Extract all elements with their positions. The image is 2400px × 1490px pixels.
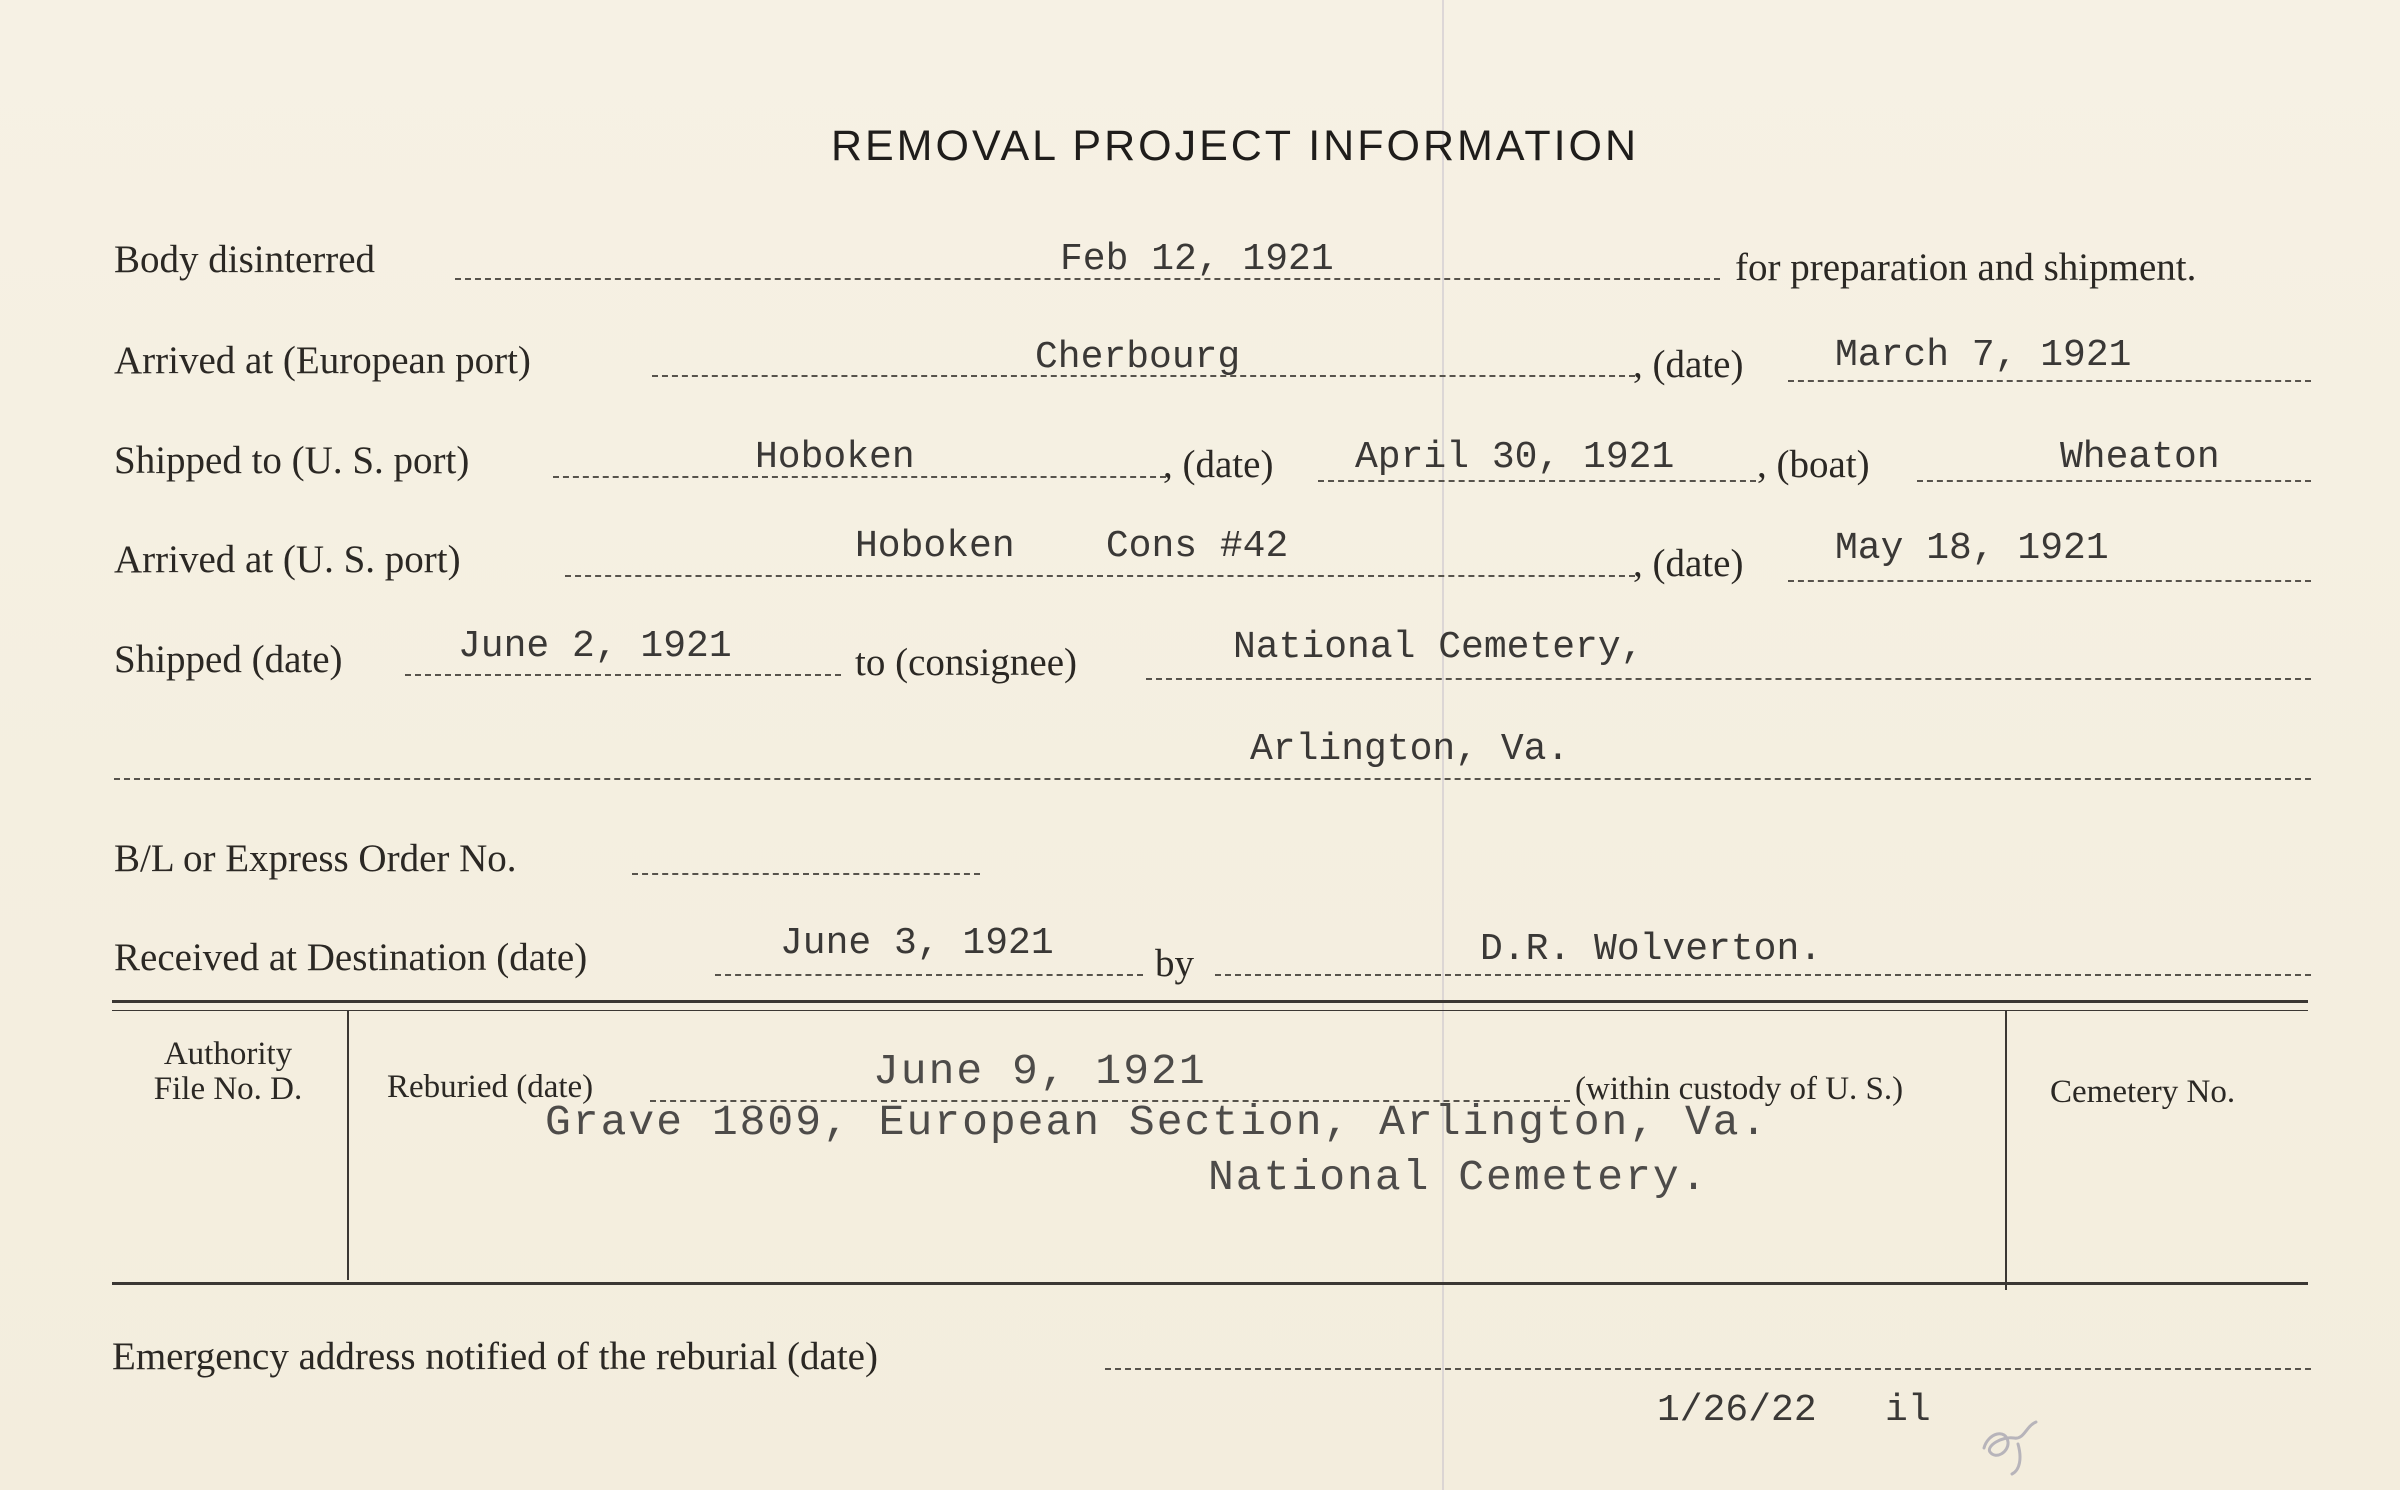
shipped-us-boat-line [1917,480,2311,482]
emergency-label: Emergency address notified of the reburial (date) [112,1335,878,1378]
custody-label: (within custody of U. S.) [1575,1071,1904,1107]
consignee-label: to (consignee) [855,641,1078,684]
arrived-european-date-label: , (date) [1633,343,1744,386]
received-value: June 3, 1921 [780,922,1054,965]
footer-note: 1/26/22 il [1657,1389,1931,1432]
shipped-us-value: Hoboken [755,436,915,479]
arrived-european-date-value: March 7, 1921 [1835,334,2132,377]
arrived-european-value: Cherbourg [1035,336,1241,379]
shipped-us-label: Shipped to (U. S. port) [114,439,470,482]
box-divider-left [347,1010,349,1280]
received-by-value: D.R. Wolverton. [1480,928,1823,971]
arrived-us-value: Hoboken Cons #42 [855,525,1289,568]
shipped-us-date-value: April 30, 1921 [1355,436,1675,479]
bl-label: B/L or Express Order No. [114,837,517,880]
consignee-line-2 [114,778,2311,780]
card-title: REMOVAL PROJECT INFORMATION [830,122,1640,170]
bl-line [632,873,980,875]
shipped-us-boat-value: Wheaton [2060,436,2220,479]
reburied-label: Reburied (date) [387,1069,594,1105]
disinterred-value: Feb 12, 1921 [1060,238,1334,281]
box-top-rule-thin [112,1010,2308,1011]
arrived-us-date-line [1788,580,2311,582]
received-line [715,974,1143,976]
arrived-us-label: Arrived at (U. S. port) [114,538,461,581]
arrived-us-date-value: May 18, 1921 [1835,527,2109,570]
received-by-line [1215,974,2311,976]
shipped-us-date-line [1318,480,1756,482]
consignee-value-2: Arlington, Va. [1250,728,1570,771]
emergency-line [1105,1368,2311,1370]
shipped-us-date-label: , (date) [1163,443,1274,486]
consignee-line [1146,678,2311,680]
disinterred-label: Body disinterred [114,238,376,281]
box-divider-right [2005,1010,2007,1290]
grave-line-2: National Cemetery. [1208,1153,1709,1202]
authority-label-line-1: Authority [163,1036,293,1072]
handwritten-initials-mark [1976,1408,2046,1478]
shipped-date-line [405,674,841,676]
disinterred-suffix: for preparation and shipment. [1735,246,2197,289]
received-by-label: by [1155,942,1194,985]
arrived-us-date-label: , (date) [1633,542,1744,585]
arrived-european-date-line [1788,380,2311,382]
authority-label [118,1037,338,1106]
cemetery-no-label: Cemetery No. [2050,1074,2236,1110]
arrived-us-line [565,575,1635,577]
reburied-value: June 9, 1921 [873,1047,1207,1096]
shipped-date-label: Shipped (date) [114,638,343,681]
received-label: Received at Destination (date) [114,936,588,979]
shipped-date-value: June 2, 1921 [458,625,732,668]
box-top-rule [112,1000,2308,1003]
authority-label-line-2: File No. D. [153,1070,303,1107]
grave-line-1: Grave 1809, European Section, Arlington, Va. [545,1098,1769,1147]
consignee-value: National Cemetery, [1233,626,1644,669]
arrived-european-label: Arrived at (European port) [114,339,531,382]
box-bottom-rule [112,1282,2308,1285]
shipped-us-boat-label: , (boat) [1757,443,1870,486]
